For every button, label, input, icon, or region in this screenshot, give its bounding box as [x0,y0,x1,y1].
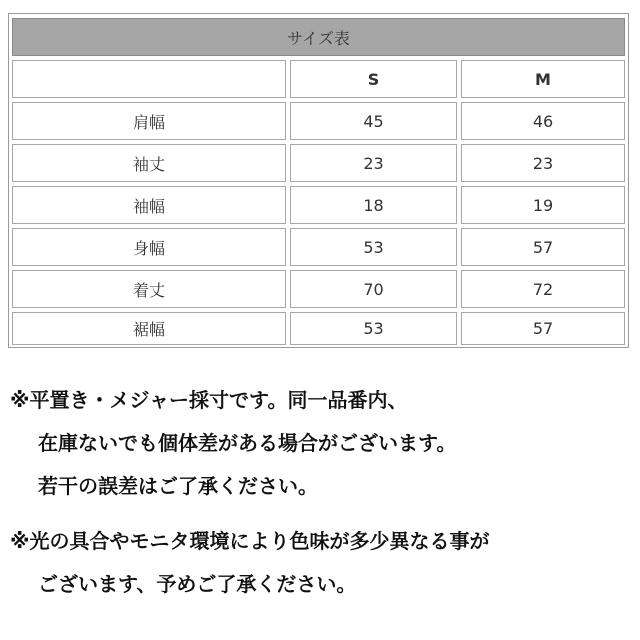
note-line: 在庫ないでも個体差がある場合がございます。 [38,431,457,455]
header-size-s: S [290,60,457,98]
row-label: 袖幅 [12,186,286,224]
row-label: 肩幅 [12,102,286,140]
row-value-s: 70 [290,270,457,308]
row-value-m: 57 [461,228,625,266]
row-value-m: 57 [461,312,625,345]
row-value-m: 46 [461,102,625,140]
header-size-m: M [461,60,625,98]
row-value-s: 23 [290,144,457,182]
row-value-s: 53 [290,312,457,345]
row-value-s: 45 [290,102,457,140]
row-value-m: 23 [461,144,625,182]
row-value-m: 19 [461,186,625,224]
row-label: 着丈 [12,270,286,308]
row-value-s: 18 [290,186,457,224]
row-label: 身幅 [12,228,286,266]
row-label: 袖丈 [12,144,286,182]
row-label: 裾幅 [12,312,286,345]
note-line: ※平置き・メジャー採寸です。同一品番内、 [10,388,408,412]
note-line: ございます、予めご了承ください。 [38,572,357,596]
row-value-s: 53 [290,228,457,266]
note-line: 若干の誤差はご了承ください。 [38,474,318,498]
row-value-m: 72 [461,270,625,308]
note-line: ※光の具合やモニタ環境により色味が多少異なる事が [10,529,490,553]
table-title: サイズ表 [12,18,625,56]
